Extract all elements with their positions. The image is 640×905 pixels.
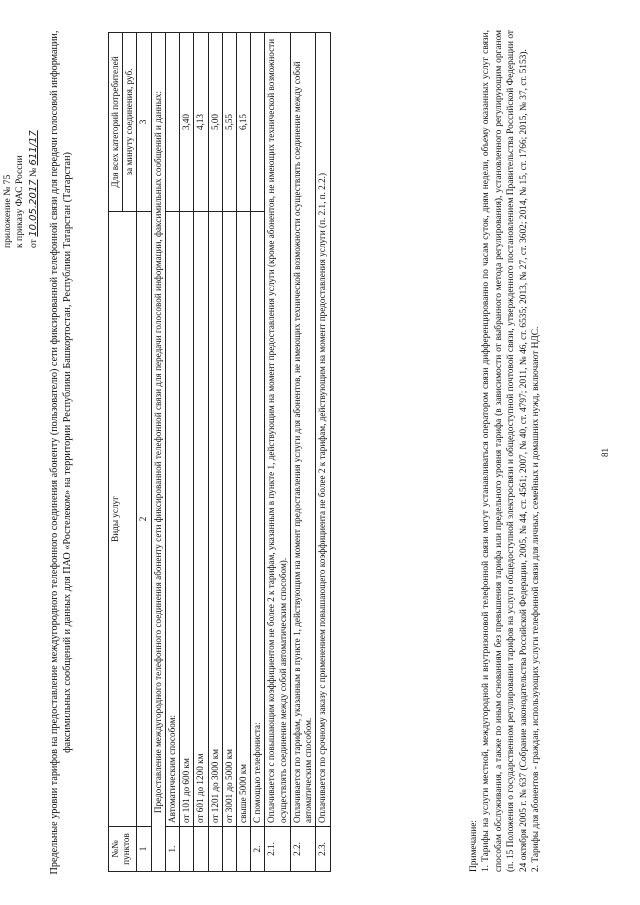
table-row (251, 33, 265, 872)
note-1: 1. Тарифы на услуги местной, междугородной и внутризоновой телефонной связи могут устанавливаться оператором связи дифференцированно по часам суток, дням недели, объему оказанных услуг связи, способам обслуживания, а также по иным основаниям без превышения тарифа или предельного уровня тарифа (в зависимости от выбранного метода регулирования), установленного регулирующим органом (п. 15 Положения о государственном регулировании тарифов на услуги общедоступной электросвязи и общедоступной почтовой связи, утвержденного постановлением Правительства Российской Федерации от 24 октября 2005 г. № 637 (Собрание законодательства Российской Федерации, 2005, № 44, ст. 4561; 2007, № 40, ст. 4797; 2011, № 46, ст. 6535; 2013, № 27, ст. 3602; 2014, № 15, ст. 1766; 2015, № 37, ст. 5153). (481, 30, 529, 872)
row-text: Оплачивается с повышающим коэффициентом не более 2 к тарифам, указанным в пункте 1, действующим на момент предоставления услуги (кроме абонентов, не имеющих технической возможности осуществлять соединение между собой автоматическим способом). (265, 33, 290, 827)
row-text: Оплачивается по срочному заказу с применением повышающего коэффициента не более 2 к тарифам, действующим на момент предоставления услуги (п. 2.1, п. 2.2.) (316, 33, 330, 827)
service-description: Предоставление междугородного телефонного соединения абоненту сети фиксированной телефонной связи для передачи голосовой информации, факсимильных сообщений и данных: (151, 33, 165, 872)
table-row (208, 33, 222, 872)
row-number: 2.2. (290, 827, 315, 872)
column-number: 1 (137, 827, 151, 872)
tariff-value: 4,13 (194, 33, 208, 212)
distance-range: от 1201 до 3000 км (208, 212, 222, 827)
tariff-value: 5,00 (208, 33, 222, 212)
order-prefix: от (27, 239, 39, 248)
header-service: Виды услуг (109, 212, 137, 827)
distance-range: свыше 5000 км (236, 212, 250, 827)
header-tariff: Для всех категорий потребителей (109, 33, 123, 212)
order-reference: к приказу ФАС России (14, 155, 26, 248)
tariff-table (108, 32, 331, 872)
table-row (194, 33, 208, 872)
table-row (180, 33, 194, 872)
table-row (290, 33, 315, 872)
notes-section (468, 30, 542, 872)
column-number: 3 (137, 33, 151, 212)
order-date: 10.05.2017 (27, 179, 39, 237)
header-unit: за минуту соединения, руб. (123, 33, 137, 212)
distance-range: от 101 до 600 км (180, 212, 194, 827)
header-number: №№ пунктов (109, 827, 137, 872)
appendix-header (2, 78, 40, 248)
distance-range: от 3001 до 5000 км (222, 212, 236, 827)
row-text: Оплачивается по тарифам, указанным в пункте 1, действующим на момент предоставления услуги для абонентов, не имеющих технической возможности осуществлять соединение между собой автоматическим способом. (290, 33, 315, 827)
row-number: 1. (165, 827, 179, 872)
column-number: 2 (137, 212, 151, 827)
table-row (151, 33, 165, 872)
tariff-value: 5,55 (222, 33, 236, 212)
table-row (265, 33, 290, 872)
row-number: 2. (251, 827, 265, 872)
note-2: 2. Тарифы для абонентов - граждан, использующих услуги телефонной связи для личных, семейных и домашних нужд, включают НДС. (531, 326, 542, 872)
table-row (316, 33, 330, 872)
table-row (236, 33, 250, 872)
appendix-number: приложение № 75 (2, 174, 13, 248)
document-title: Предельные уровни тарифов на предоставление междугородного телефонного соединения абоненту (пользователю) сети фиксированной телефонной связи для передачи голосовой информации, факсимильных сообщений и данных для ПАО «Ростелеком» на территории Республики Башкортостан, Республики Татарстан (Татарстан) (49, 30, 74, 875)
column-numbers-row (137, 33, 151, 872)
row-number: 2.3. (316, 827, 330, 872)
order-date-line (27, 78, 40, 248)
tariff-value: 6,15 (236, 33, 250, 212)
distance-range: от 601 до 1200 км (194, 212, 208, 827)
row-number: 2.1. (265, 827, 290, 872)
order-number-label: № (27, 167, 39, 178)
table-row (222, 33, 236, 872)
table-header-row (109, 33, 123, 872)
table-row (165, 33, 179, 872)
order-number: 611/17 (27, 130, 39, 166)
notes-heading: Примечание: (469, 819, 479, 872)
page-number: 81 (600, 448, 610, 457)
row-text: Автоматическим способом: (165, 212, 179, 827)
tariff-value: 3,40 (180, 33, 194, 212)
row-text: С помощью телефониста: (251, 212, 265, 827)
